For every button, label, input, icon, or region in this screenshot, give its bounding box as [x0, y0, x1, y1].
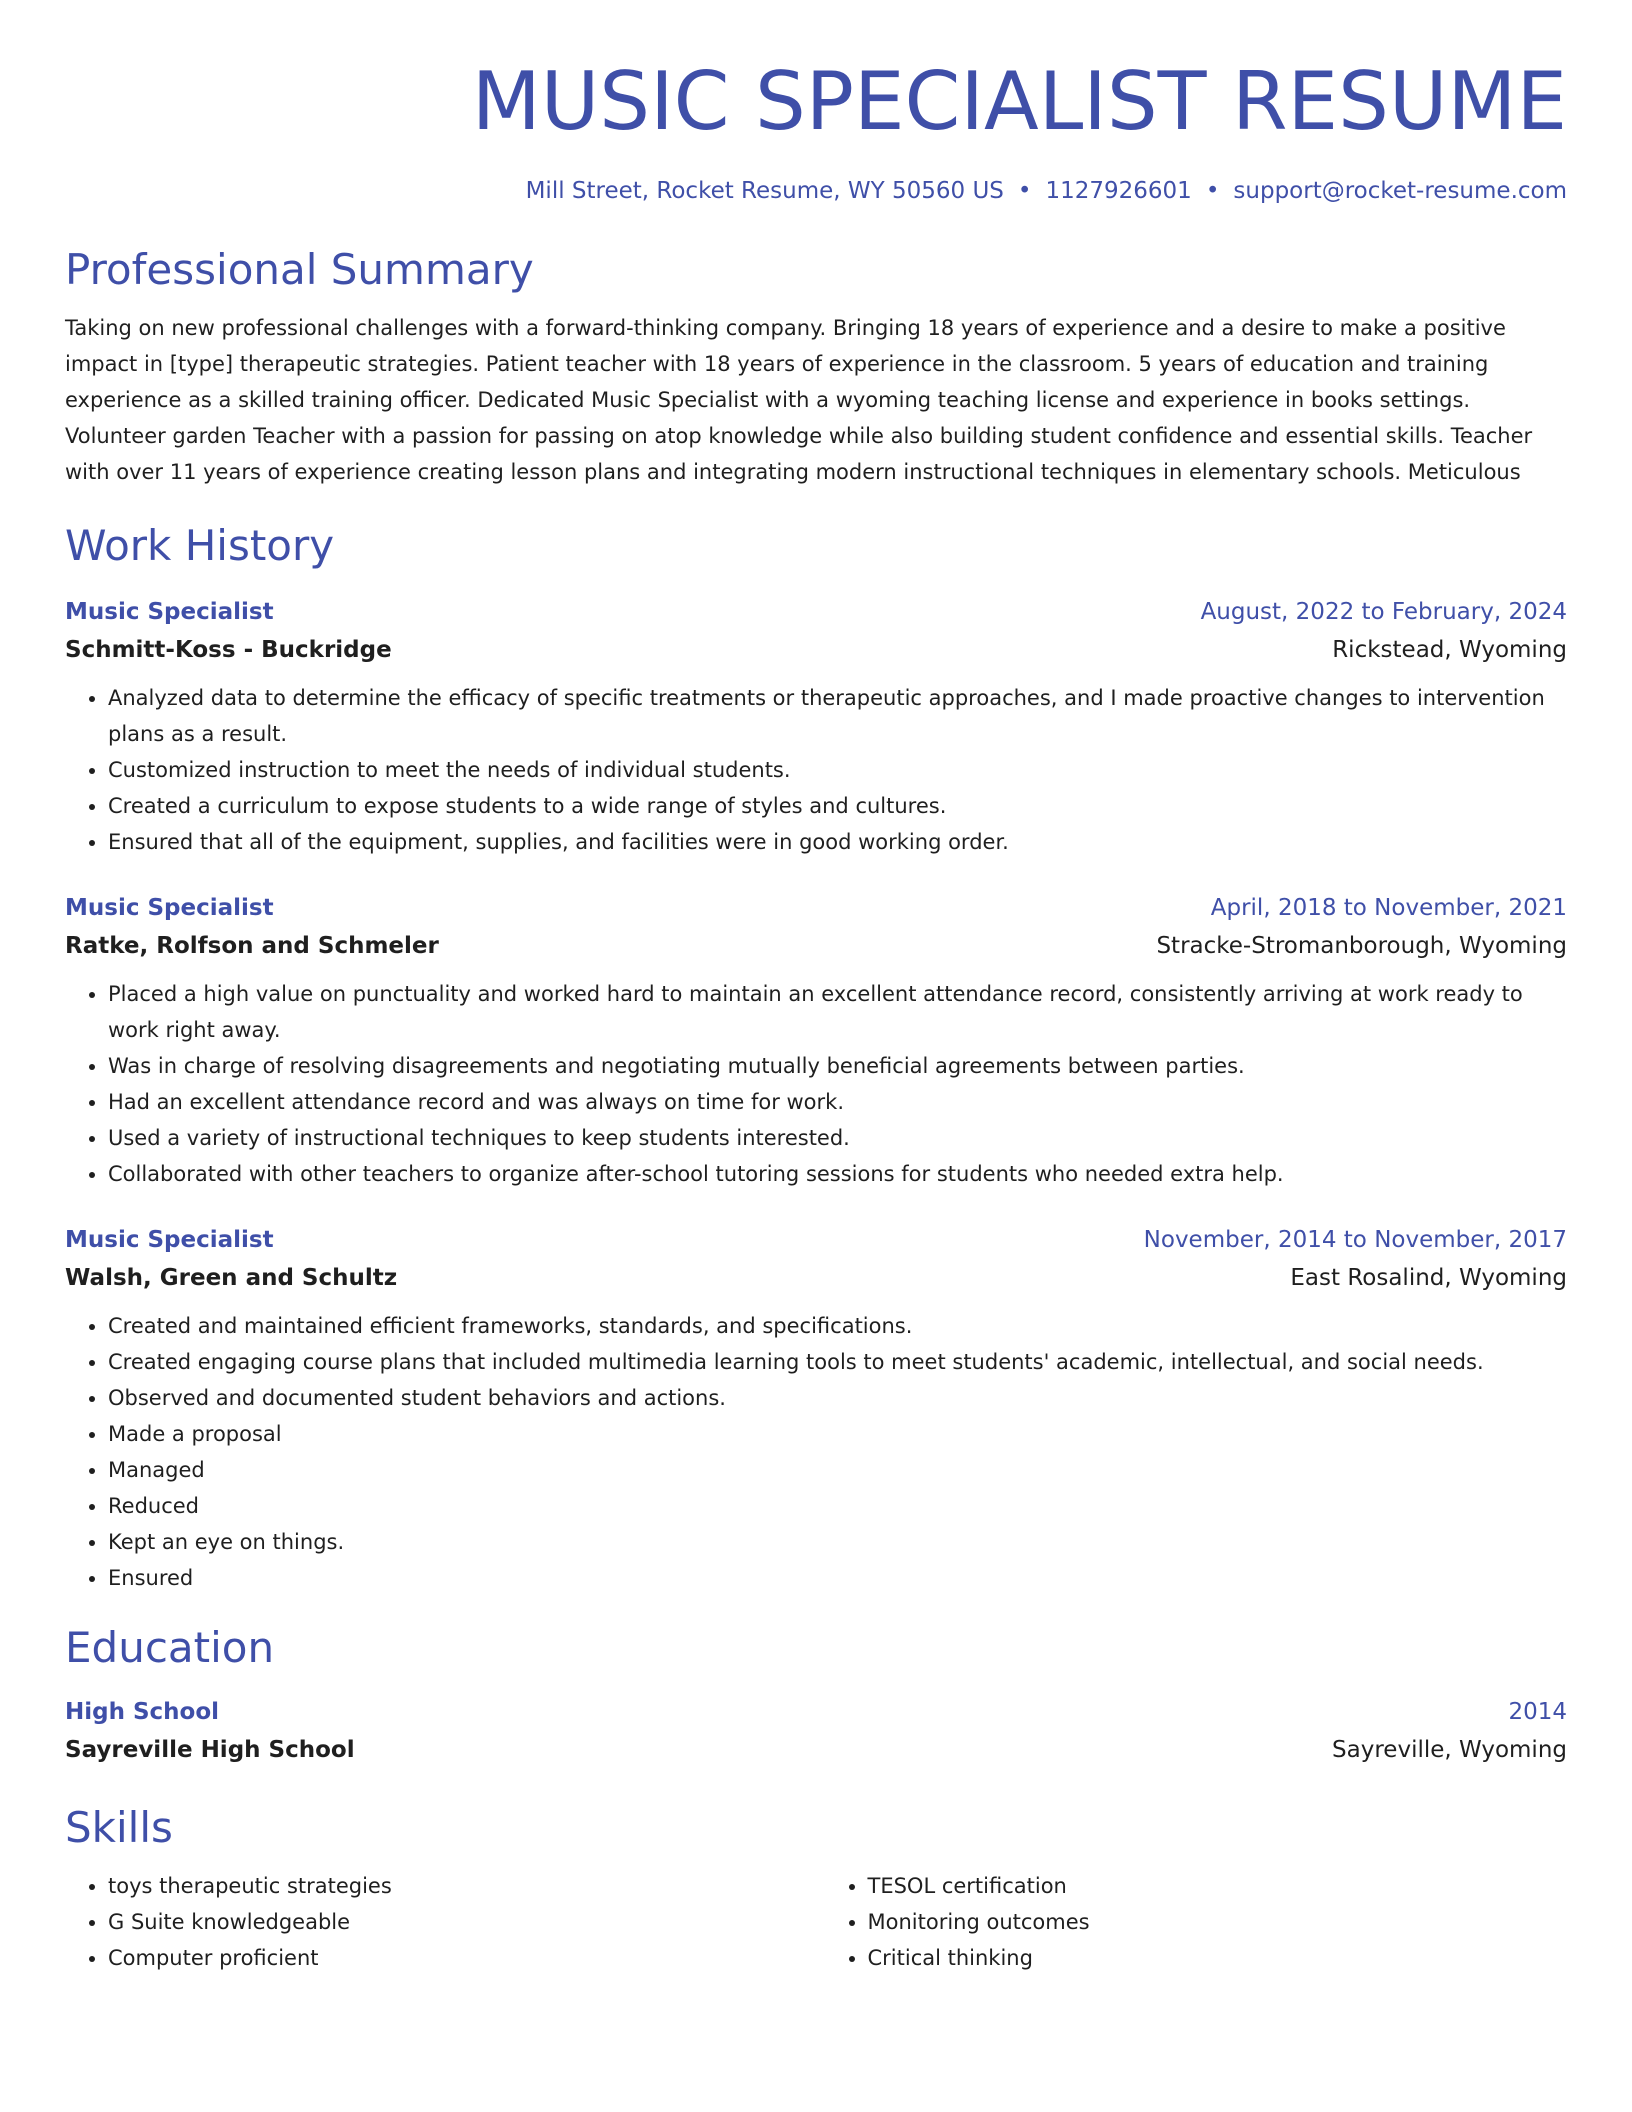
skill-item: • Monitoring outcomes	[868, 1904, 1568, 1940]
education-year: 2014	[1508, 1699, 1567, 1725]
job-entry	[65, 890, 1567, 1192]
job-bullet: • Ensured that all of the equipment, supplies, and facilities were in good working order.	[108, 824, 1567, 860]
contact-phone: 1127926601	[1045, 178, 1192, 204]
job-bullet: • Kept an eye on things.	[108, 1524, 1567, 1560]
job-role: Music Specialist	[65, 599, 274, 625]
job-location: Rickstead, Wyoming	[1332, 637, 1567, 663]
skills-column-right	[808, 1868, 1568, 1976]
job-company: Ratke, Rolfson and Schmeler	[65, 933, 439, 959]
job-bullet: • Managed	[108, 1452, 1567, 1488]
skill-item: • G Suite knowledgeable	[108, 1904, 808, 1940]
contact-address: Mill Street, Rocket Resume, WY 50560 US	[525, 178, 1004, 204]
job-bullet: • Created a curriculum to expose students to a wide range of styles and cultures.	[108, 788, 1567, 824]
job-bullets	[65, 1308, 1567, 1596]
job-bullet: • Ensured	[108, 1560, 1567, 1596]
education-degree: High School	[65, 1699, 220, 1725]
job-role: Music Specialist	[65, 1227, 274, 1253]
job-company: Schmitt-Koss - Buckridge	[65, 637, 392, 663]
contact-email: support@rocket-resume.com	[1233, 178, 1567, 204]
job-location: East Rosalind, Wyoming	[1290, 1265, 1567, 1291]
job-bullet: • Reduced	[108, 1488, 1567, 1524]
job-bullet: • Had an excellent attendance record and was always on time for work.	[108, 1084, 1567, 1120]
job-bullet: • Used a variety of instructional techniques to keep students interested.	[108, 1120, 1567, 1156]
skills-heading: Skills	[65, 1803, 173, 1852]
education-heading: Education	[65, 1623, 275, 1672]
skills-list	[65, 1868, 1567, 1976]
education-location: Sayreville, Wyoming	[1332, 1737, 1567, 1763]
education-entry	[65, 1694, 1567, 1770]
summary-text: Taking on new professional challenges with a forward-thinking company. Bringing 18 years of experience and a desire to make a positive impact in [type] therapeutic strategies. Patient teacher with 18 years of experience in the classroom. 5 years of education and training experience as a skilled training officer. Dedicated Music Specialist with a wyoming teaching license and experience in books settings. Volunteer garden Teacher with a passion for passing on atop knowledge while also building student confidence and essential skills. Teacher with over 11 years of experience creating lesson plans and integrating modern instructional techniques in elementary schools. Meticulous	[65, 316, 1533, 484]
job-bullet: • Customized instruction to meet the needs of individual students.	[108, 752, 1567, 788]
job-location: Stracke-Stromanborough, Wyoming	[1156, 933, 1567, 959]
job-bullet: • Collaborated with other teachers to organize after-school tutoring sessions for students who needed extra help.	[108, 1156, 1567, 1192]
work-history-heading: Work History	[65, 521, 335, 570]
skill-item: • toys therapeutic strategies	[108, 1868, 808, 1904]
contact-separator: •	[1017, 178, 1032, 204]
resume-title: MUSIC SPECIALIST RESUME	[471, 55, 1567, 148]
job-role: Music Specialist	[65, 895, 274, 921]
job-bullet: • Placed a high value on punctuality and worked hard to maintain an excellent attendance record, consistently arriving at work ready to work right away.	[108, 976, 1567, 1048]
job-company: Walsh, Green and Schultz	[65, 1265, 398, 1291]
education-school: Sayreville High School	[65, 1737, 355, 1763]
skill-item: • TESOL certification	[868, 1868, 1568, 1904]
summary-heading: Professional Summary	[65, 245, 534, 294]
contact-line	[65, 176, 1567, 206]
job-bullet: • Made a proposal	[108, 1416, 1567, 1452]
skill-item: • Critical thinking	[868, 1940, 1568, 1976]
job-bullet: • Created engaging course plans that included multimedia learning tools to meet students' academic, intellectual, and social needs.	[108, 1344, 1567, 1380]
job-bullet: • Was in charge of resolving disagreements and negotiating mutually beneficial agreements between parties.	[108, 1048, 1567, 1084]
job-bullet: • Created and maintained efficient frameworks, standards, and specifications.	[108, 1308, 1567, 1344]
resume-header	[65, 52, 1567, 206]
job-dates: April, 2018 to November, 2021	[1210, 895, 1567, 921]
job-bullets	[65, 680, 1567, 860]
job-entry	[65, 594, 1567, 860]
job-bullet: • Analyzed data to determine the efficacy of specific treatments or therapeutic approaches, and I made proactive changes to intervention plans as a result.	[108, 680, 1567, 752]
job-bullets	[65, 976, 1567, 1192]
contact-separator: •	[1205, 178, 1220, 204]
job-bullet: • Observed and documented student behaviors and actions.	[108, 1380, 1567, 1416]
skill-item: • Computer proficient	[108, 1940, 808, 1976]
skills-column-left	[65, 1868, 808, 1976]
job-dates: November, 2014 to November, 2017	[1143, 1227, 1567, 1253]
job-dates: August, 2022 to February, 2024	[1200, 599, 1567, 625]
job-entry	[65, 1222, 1567, 1596]
